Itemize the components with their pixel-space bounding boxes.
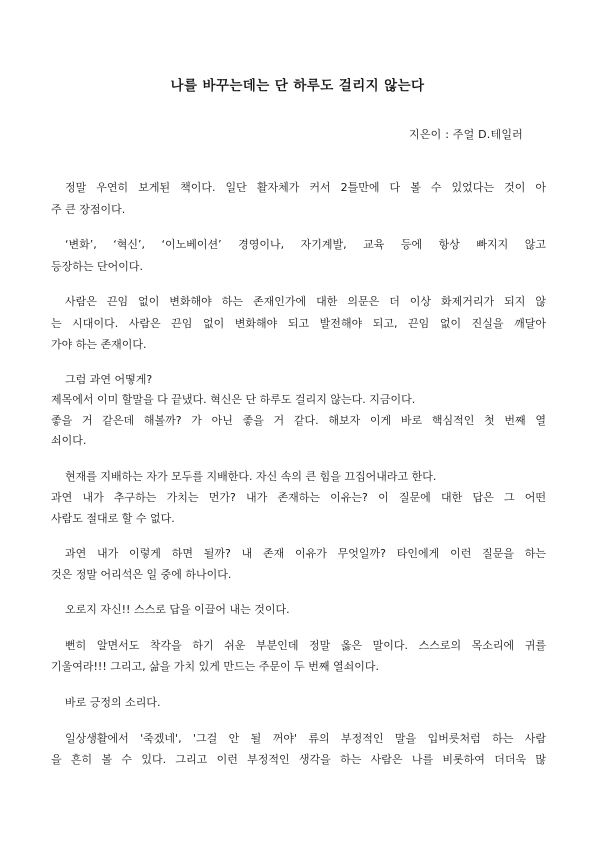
- text-line: 주 큰 장점이다.: [51, 203, 126, 216]
- text-line: 등장하는 단어이다.: [51, 260, 144, 273]
- text-line: 과연 내가 이렇게 하면 될까? 내 존재 이유가 무엇일까? 타인에게 이런 질문을 하는: [65, 547, 546, 560]
- text-line: 오로지 자신!! 스스로 답을 이끌어 내는 것이다.: [65, 603, 290, 616]
- text-line: 사람도 절대로 할 수 없다.: [51, 512, 175, 525]
- text-line: 는 시대이다. 사람은 끈임 없이 변화해야 되고 발전해야 되고, 끈임 없이 진실을 깨달아: [51, 317, 546, 330]
- text-line: 것은 정말 어리석은 일 중에 하나이다.: [51, 568, 232, 581]
- text-line: 가야 하는 존재이다.: [51, 338, 147, 351]
- text-line: 현재를 지배하는 자가 모두를 지배한다. 자신 속의 큰 힘을 끄집어내라고 한다.: [65, 470, 437, 483]
- text-line: 바로 긍정의 소리다.: [65, 696, 161, 709]
- document-title: 나를 바꾸는데는 단 하루도 걸리지 않는다: [170, 78, 425, 94]
- text-line: 제목에서 이미 할말을 다 끝냈다. 혁신은 단 하루도 걸리지 않는다. 지금이다.: [51, 393, 416, 406]
- text-line: 뻔히 알면서도 착각을 하기 쉬운 부분인데 정말 옳은 말이다. 스스로의 목소리에 귀를: [65, 639, 546, 652]
- text-line: 정말 우연히 보게된 책이다. 일단 활자체가 커서 2틀만에 다 볼 수 있었다는 것이 아: [65, 181, 546, 194]
- author-line: 지은이 : 주얼 D.테일러: [409, 128, 523, 141]
- text-line: 그럼 과연 어떻게?: [65, 373, 153, 386]
- text-line: 좋을 거 같은데 해볼까? 가 아닌 좋을 거 같다. 해보자 이게 바로 핵심적인 첫 번째 열: [51, 414, 546, 427]
- text-line: 기울여라!!! 그리고, 삶을 가치 있게 만드는 주문이 두 번째 열쇠이다.: [51, 660, 379, 673]
- text-line: 과연 내가 추구하는 가치는 먼가? 내가 존재하는 이유는? 이 질문에 대한 답은 그 어떤: [51, 491, 546, 504]
- text-line: ‘변화’, ‘혁신’, ‘이노베이션’ 경영이나, 자기계발, 교육 등에 항상 빠지지 않고: [65, 238, 546, 251]
- text-line: 쇠이다.: [51, 434, 87, 447]
- text-line: 일상생활에서 '죽겠네', '그걸 안 될 꺼야' 류의 부정적인 말을 입버릇처럼 하는 사람: [65, 732, 546, 745]
- text-line: 사람은 끈임 없이 변화해야 하는 존재인가에 대한 의문은 더 이상 화제거리가 되지 않: [65, 295, 546, 308]
- text-line: 을 흔히 볼 수 있다. 그리고 이런 부정적인 생각을 하는 사람은 나를 비롯하여 더더욱 많: [51, 753, 546, 766]
